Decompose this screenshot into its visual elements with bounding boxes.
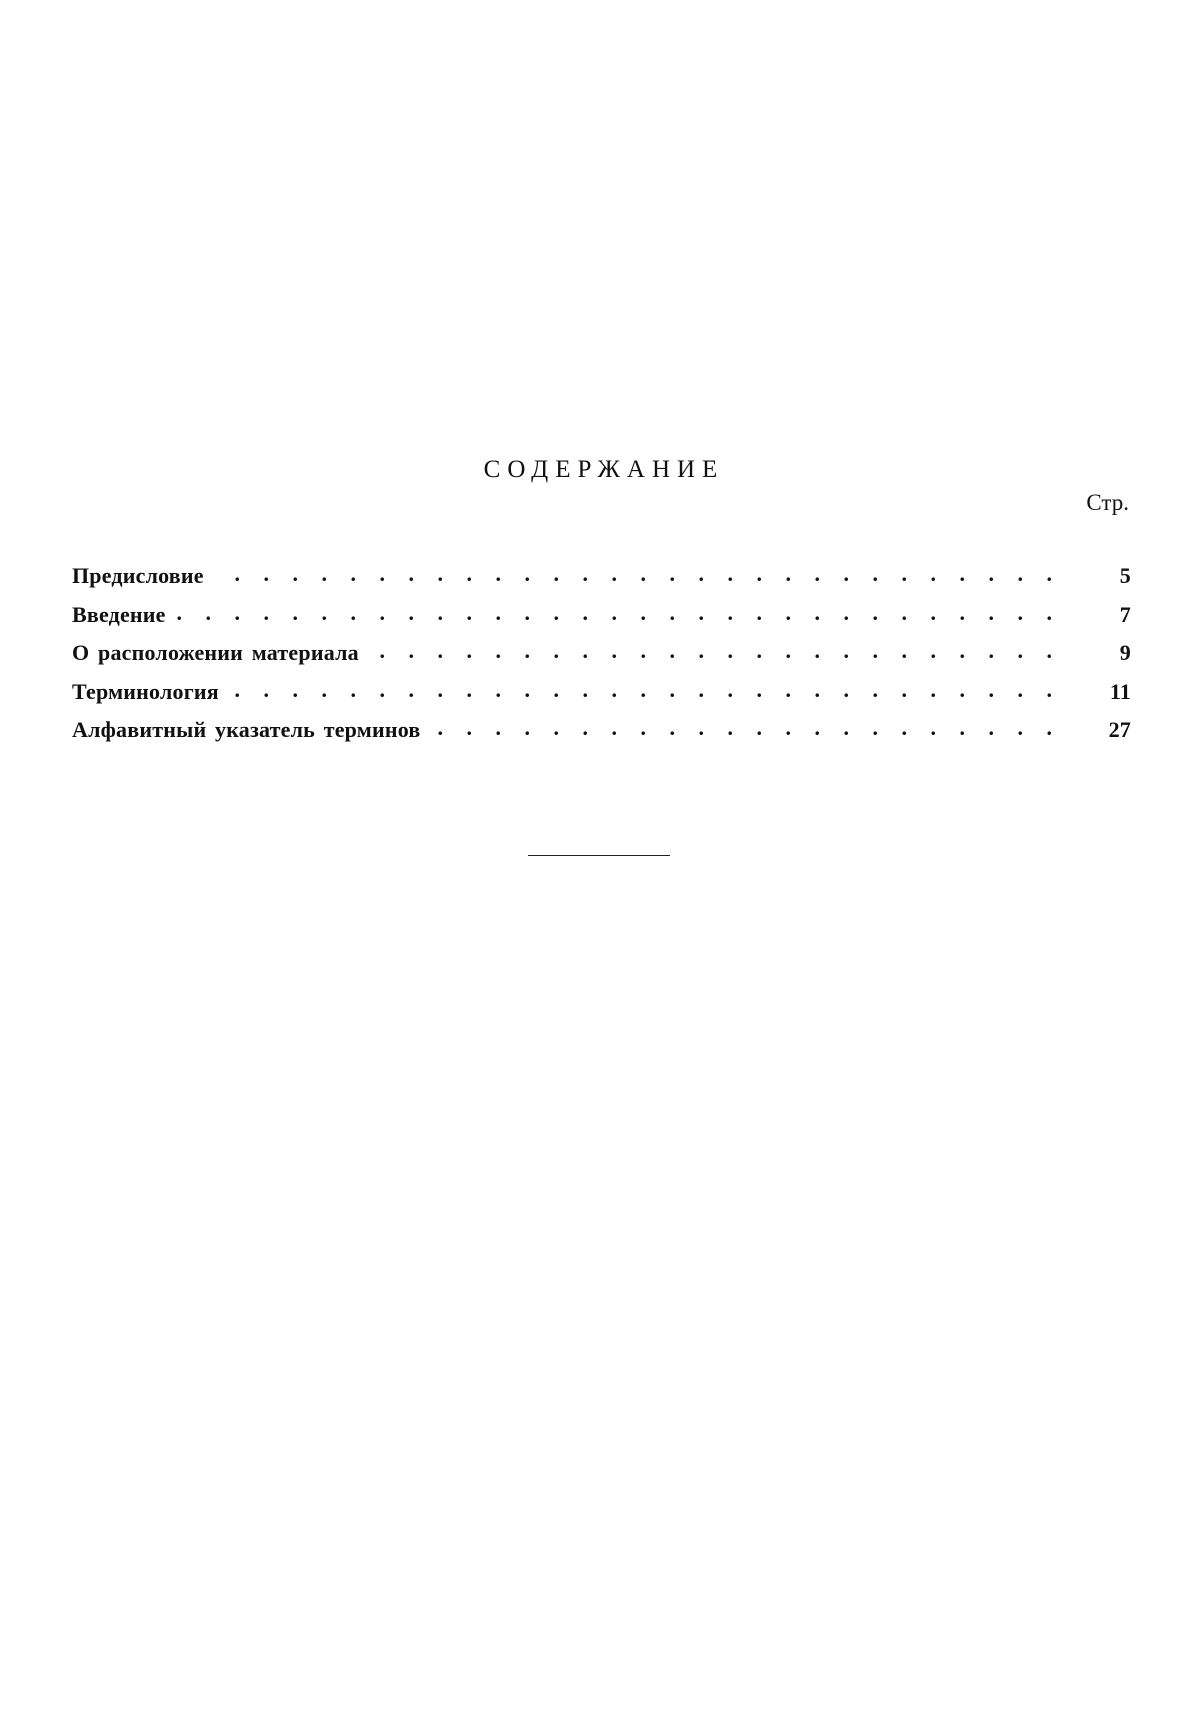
toc-entry-introduction [72,600,1131,639]
dot-leader [176,600,1061,622]
page-column-header: Стр. [1086,490,1129,515]
toc-entry-label: Введение [72,601,166,627]
toc-entry-page: 11 [1109,678,1131,704]
dot-leader [430,715,1061,737]
toc-entry-label: Алфавитный указатель терминов [72,717,421,742]
toc-entry-label: Терминология [72,678,219,704]
dot-leader [214,561,1061,583]
dot-leader [369,638,1061,660]
toc-entry-page: 7 [1119,601,1131,627]
toc-entry-label: Предисловие [72,563,204,588]
dot-leader [229,677,1061,699]
toc-entry-label: О расположении материала [72,640,359,665]
toc-entry-page: 9 [1119,640,1131,665]
toc-entry-terminology [72,677,1131,716]
toc-entry-material-layout [72,638,1131,677]
toc-entry-preface [72,561,1131,600]
toc-entry-page: 5 [1119,563,1131,588]
closing-rule-divider [528,855,670,856]
table-of-contents [72,561,1131,754]
toc-entry-alphabetical-index [72,715,1131,754]
toc-entry-page: 27 [1108,717,1131,742]
page-title: СОДЕРЖАНИЕ [483,456,725,483]
